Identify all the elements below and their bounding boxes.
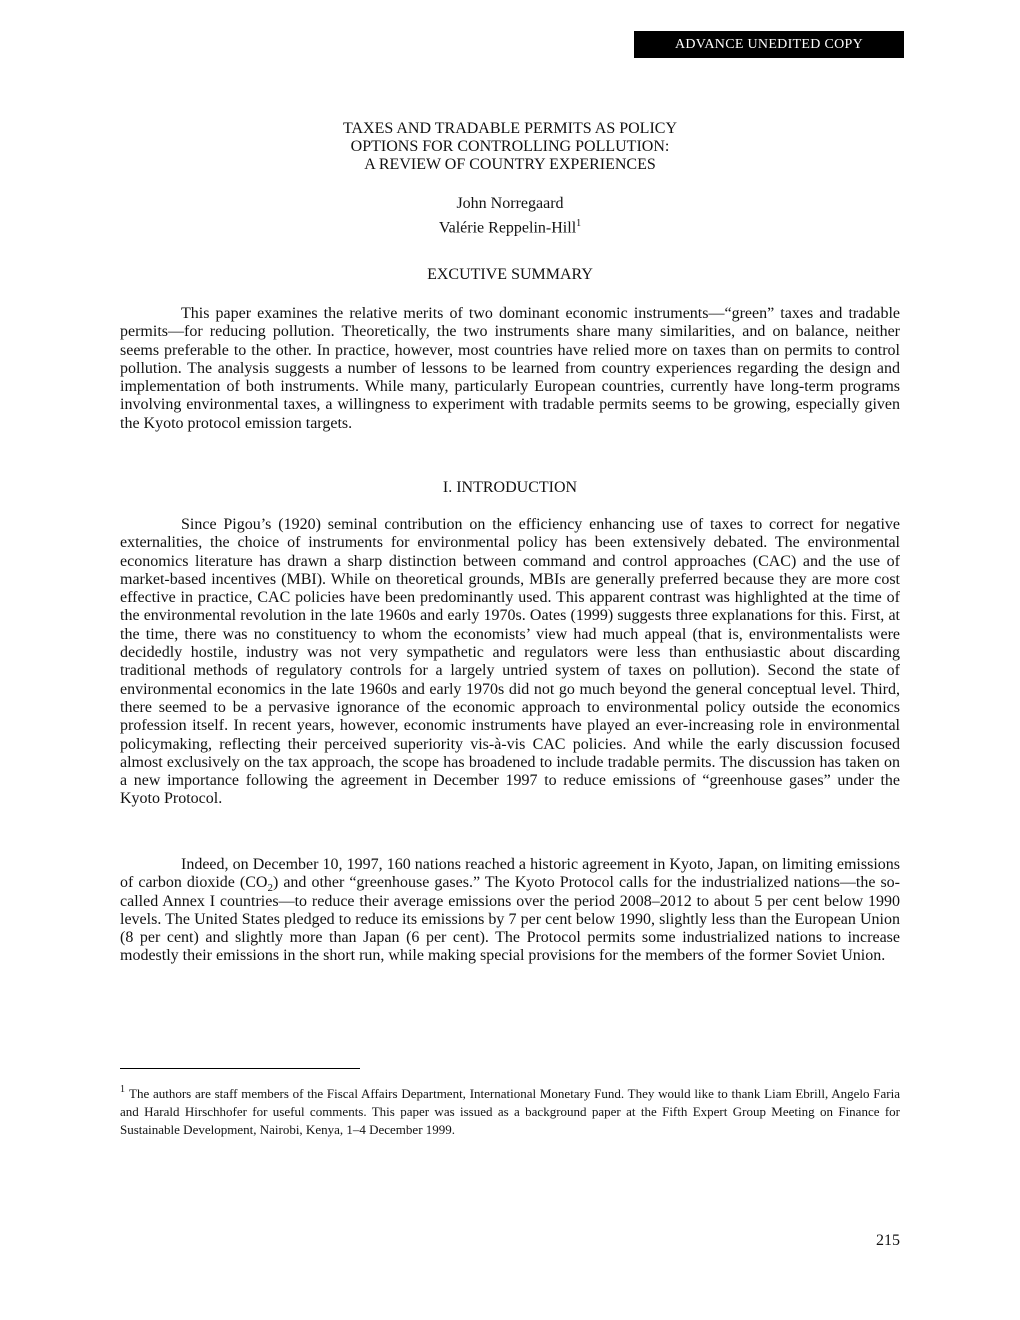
summary-heading: EXCUTIVE SUMMARY <box>427 266 593 283</box>
author-1: John Norregaard <box>456 195 564 212</box>
title-line-2: OPTIONS FOR CONTROLLING POLLUTION: <box>350 138 670 155</box>
co2-subscript: 2 <box>267 882 273 895</box>
title-line-1: TAXES AND TRADABLE PERMITS AS POLICY <box>342 120 677 137</box>
summary-paragraph: This paper examines the relative merits of two dominant economic instruments—“green” taxes and tradable permits—for reducing pollution. Theoretically, the two instruments share many similarities, and on balance, neither seems preferable to the other. In practice, however, most countries have relied more on taxes than on permits to control pollution. The analysis suggests a number of lessons to be learned from country experiences regarding the design and implementation of both instruments. While many, particularly European countries, currently have long-term programs involving environmental taxes, a willingness to experiment with tradable permits seems to be growing, especially given the Kyoto protocol emission targets. <box>120 305 900 432</box>
footnote-text: The authors are staff members of the Fiscal Affairs Department, International Monetary Fund. They would like to thank Liam Ebrill, Angelo Faria and Harald Hirschhofer for useful comments. This paper was issued as a background paper at the Fifth Expert Group Meeting on Finance for Sustainable Development, Nairobi, Kenya, 1–4 December 1999. <box>120 1086 900 1137</box>
author-footnote-marker: 1 <box>576 218 582 229</box>
footnote-divider <box>120 1068 360 1069</box>
footnote <box>120 1081 900 1139</box>
introduction-heading: I. INTRODUCTION <box>442 479 578 496</box>
para2-text-a: Indeed, on December 10, 1997, 160 nations reached a historic agreement in Kyoto, Japan, on limiting emissions of carbon dioxide (CO <box>120 856 900 892</box>
introduction-paragraph-2 <box>120 856 900 966</box>
footnote-marker: 1 <box>120 1084 125 1095</box>
author-2-name: Valérie Reppelin-Hill <box>438 219 577 237</box>
paper-title <box>120 120 900 174</box>
author-2 <box>120 214 900 238</box>
para2-text-b: ) and other “greenhouse gases.” The Kyoto Protocol calls for the industrialized nations—the so-called Annex I countries—to reduce their average emissions over the period 2008–2012 to about 5 per cent below 1990 levels. The United States pledged to reduce its emissions by 7 per cent below 1990, slightly less than the European Union (8 per cent) and slightly more than Japan (6 per cent). The Protocol permits some industrialized nations to increase modestly their emissions in the short run, while making special provisions for the members of the former Soviet Union. <box>120 874 900 965</box>
introduction-paragraph-1: Since Pigou’s (1920) seminal contribution on the efficiency enhancing use of taxes to correct for negative externalities, the choice of instruments for environmental policy has been extensively debated. The environmental economics literature has drawn a sharp distinction between command and control approaches (CAC) and the use of market-based incentives (MBI). While on theoretical grounds, MBIs are generally preferred because they are more cost effective in practice, CAC policies have been predominantly used. This apparent contrast was highlighted at the time of the environmental revolution in the late 1960s and early 1970s. Oates (1999) suggests three explanations for this. First, at the time, there was no constituency to whom the economists’ view had much appeal (that is, environmentalists were decidedly hostile, industry was not very sympathetic and regulators were less than enthusiastic about discarding traditional methods of regulatory controls for a largely untried system of taxes on pollution). Second the state of environmental economics in the late 1960s and early 1970s did not go much beyond the general conceptual level. Third, there seemed to be a pervasive ignorance of the economic approach to environmental policy outside the economics profession itself. In recent years, however, economic instruments have played an ever-increasing role in environmental policymaking, reflecting their perceived superiority vis-à-vis CAC policies. And while the early discussion focused almost exclusively on the tax approach, the scope has broadened to include tradable permits. The discussion has taken on a new importance following the agreement in December 1997 to reduce emissions of “greenhouse gases” under the Kyoto Protocol. <box>120 516 900 808</box>
title-line-3: A REVIEW OF COUNTRY EXPERIENCES <box>364 156 656 173</box>
page-number: 215 <box>876 1232 900 1249</box>
authors <box>120 194 900 238</box>
advance-copy-badge: ADVANCE UNEDITED COPY <box>634 31 904 58</box>
